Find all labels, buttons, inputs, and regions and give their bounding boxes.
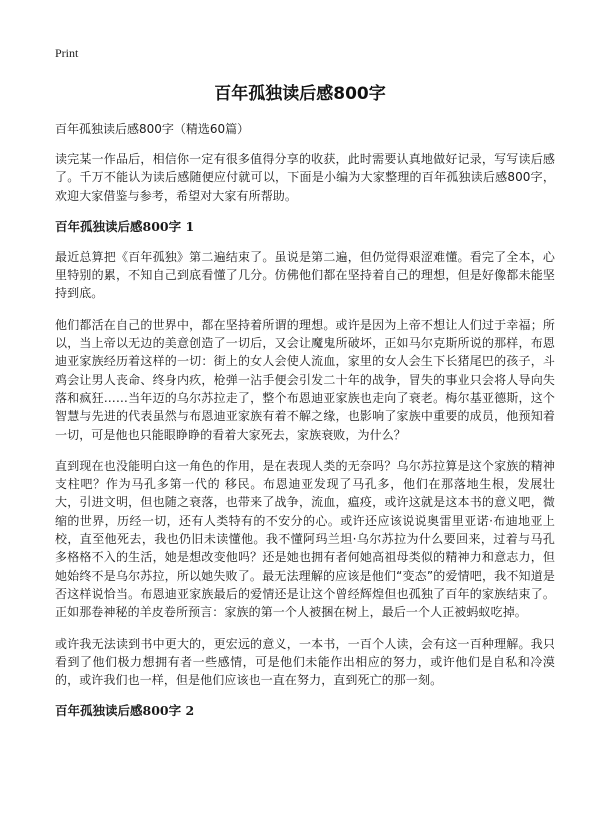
section-heading-2: 百年孤独读后感800字 2 (55, 703, 195, 719)
intro-paragraph: 读完某一作品后，相信你一定有很多值得分享的收获，此时需要认真地做好记录，写写读后感了。千万不能认为读后感随便应付就可以，下面是小编为大家整理的百年孤独读后感800字，欢迎大家借鉴与参考，希望对大家有所帮助。 (55, 152, 555, 203)
page-title: 百年孤独读后感800字 (214, 84, 386, 104)
document-subtitle: 百年孤独读后感800字（精选60篇） (55, 122, 250, 136)
section-heading-1: 百年孤独读后感800字 1 (55, 218, 195, 234)
section-1-paragraph-4: 或许我无法读到书中更大的，更宏远的意义，一本书，一百个人读，会有这一百种理解。我只看到了他们极力想拥有者一些感情，可是他们未能作出相应的努力，或许他们是自私和冷漠的，或许我们也一样，但是他们应该也一直在努力，直到死亡的那一刻。 (55, 636, 555, 688)
section-1-paragraph-3: 直到现在也没能明白这一角色的作用，是在表现人类的无奈吗？乌尔苏拉算是这个家族的精神支柱吧？作为马孔多第一代的 移民。布恩迪亚发现了马孔多，他们在那落地生根，发展壮大，引进文明，但也随之衰落，也带来了战争，流血，瘟疫，或许这就是这本书的意义吧，微缩的世界，历经一切，还有人类特有的不安分的心。或许还应该说说奥雷里亚诺·布迪地亚上校，直至他死去，我也仍旧未读懂他。我不懂阿玛兰坦·乌尔苏拉为什么要回来，过着与马孔多格格不入的生活，她是想改变他吗？还是她也拥有者何她高祖母类似的精神力和意志力，但她始终不是乌尔苏拉，所以她失败了。最无法理解的应该是他们“变态”的爱情吧，我不知道是否这样说恰当。布恩迪亚家族最后的爱情还是让这个曾经辉煌但也孤独了百年的家族结束了。正如那卷神秘的羊皮卷所预言：家族的第一个人被捆在树上，最后一个人正被蚂蚁吃掉。 (55, 458, 555, 620)
section-1-paragraph-1: 最近总算把《百年孤独》第二遍结束了。虽说是第二遍，但仍觉得艰涩难懂。看完了全本，心里特别的累，不知自己到底看懂了几分。仿佛他们都在坚持着自己的理想，但是好像都未能坚持到底。 (55, 249, 555, 301)
section-1-paragraph-2: 他们都活在自己的世界中，都在坚持着所谓的理想。或许是因为上帝不想让人们过于幸福；所以，当上帝以无边的美意创造了一切后，又会让魔鬼所破坏，正如马尔克斯所说的那样，布恩迪亚家族经历着这样的一切：街上的女人会使人流血，家里的女人会生下长猪尾巴的孩子，斗鸡会让男人丧命、终身内疚，枪弹一沾手便会引发二十年的战争，冒失的事业只会将人导向失落和疯狂……当年迈的乌尔苏拉走了，整个布恩迪亚家族也走向了衰老。梅尔基亚德斯，这个智慧与先进的代表虽然与布恩迪亚家族有着不解之缘，也影响了家族中重要的成员，他预知着一切，可是他也只能眼睁睁的看着大家死去，家族衰败，为什么？ (55, 317, 555, 442)
print-link[interactable]: Print (55, 46, 79, 60)
document-content (55, 120, 555, 732)
